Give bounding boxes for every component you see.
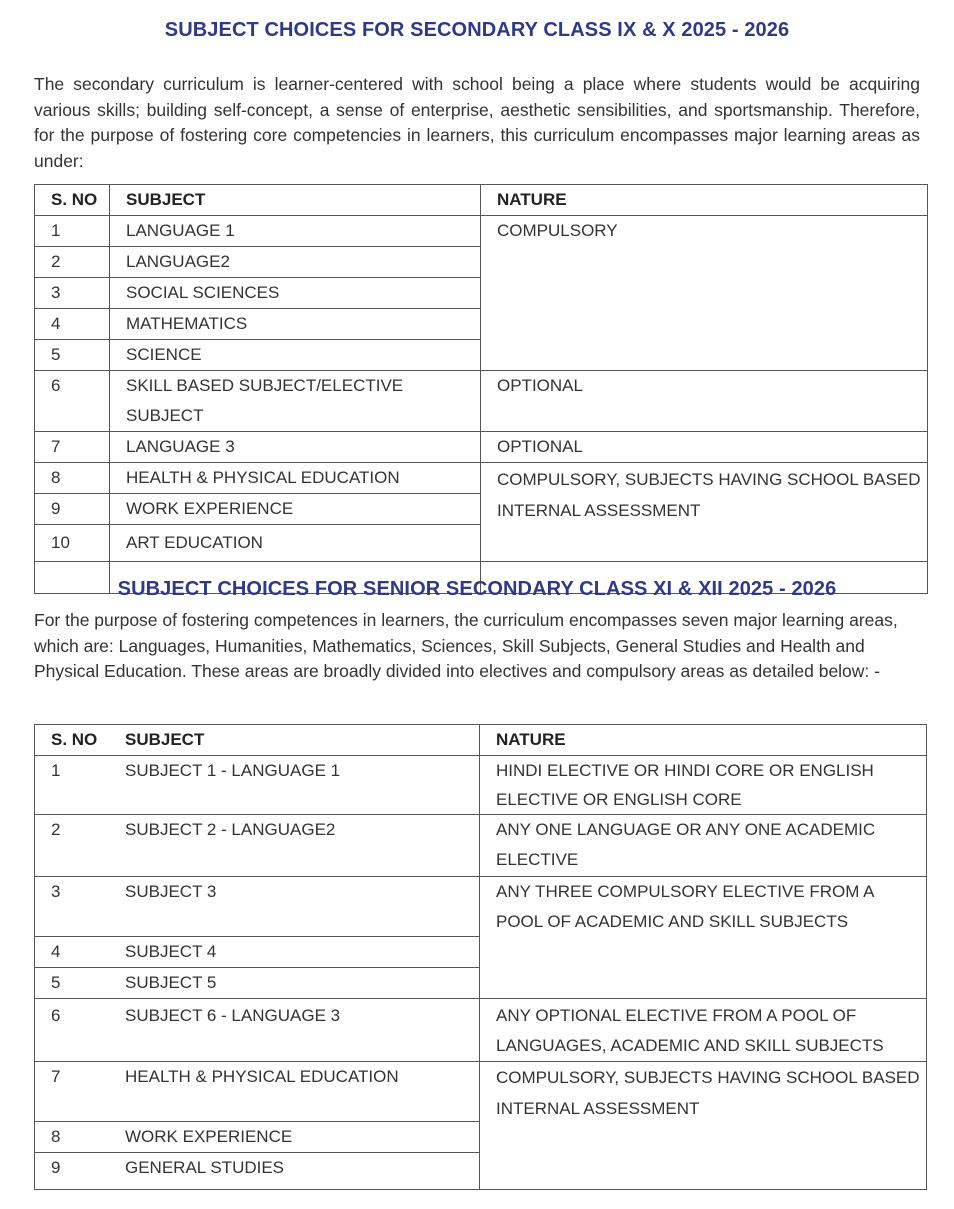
secondary-subjects-table	[34, 184, 928, 594]
cell-nature: COMPULSORY, SUBJECTS HAVING SCHOOL BASED INTERNAL ASSESSMENT	[481, 463, 928, 562]
cell-sno: 1	[35, 756, 110, 815]
cell-nature: OPTIONAL	[481, 371, 928, 432]
table-row	[35, 463, 928, 494]
cell-nature: COMPULSORY	[481, 216, 928, 371]
cell-subject: MATHEMATICS	[110, 309, 481, 340]
table-row	[35, 1062, 927, 1122]
cell-nature: HINDI ELECTIVE OR HINDI CORE OR ENGLISH ELECTIVE OR ENGLISH CORE	[480, 756, 927, 815]
cell-sno: 3	[35, 278, 110, 309]
cell-sno: 9	[35, 494, 110, 525]
cell-nature: OPTIONAL	[481, 432, 928, 463]
cell-subject: SKILL BASED SUBJECT/ELECTIVE SUBJECT	[110, 371, 481, 432]
table-row	[35, 877, 927, 937]
cell-nature: ANY ONE LANGUAGE OR ANY ONE ACADEMIC ELECTIVE	[480, 815, 927, 877]
cell-subject: SUBJECT 2 - LANGUAGE2	[109, 815, 480, 877]
cell-sno: 5	[35, 968, 110, 999]
table-row	[35, 432, 928, 463]
cell-subject: HEALTH & PHYSICAL EDUCATION	[109, 1062, 480, 1122]
cell-subject: GENERAL STUDIES	[109, 1153, 480, 1190]
table-header-row	[35, 185, 928, 216]
header-subject: SUBJECT	[110, 185, 481, 216]
cell-subject: WORK EXPERIENCE	[109, 1122, 480, 1153]
section-title-secondary: SUBJECT CHOICES FOR SECONDARY CLASS IX & X 2025 - 2026	[164, 19, 790, 41]
cell-subject: LANGUAGE2	[110, 247, 481, 278]
cell-sno: 7	[35, 432, 110, 463]
senior-secondary-subjects-table	[34, 724, 927, 1190]
table-row	[35, 371, 928, 432]
cell-subject: SUBJECT 5	[109, 968, 480, 999]
header-sno: S. NO	[35, 725, 110, 756]
cell-subject: LANGUAGE 3	[110, 432, 481, 463]
cell-nature: ANY OPTIONAL ELECTIVE FROM A POOL OF LANGUAGES, ACADEMIC AND SKILL SUBJECTS	[480, 999, 927, 1062]
cell-subject: ART EDUCATION	[110, 525, 481, 562]
table-row	[35, 216, 928, 247]
cell-nature: ANY THREE COMPULSORY ELECTIVE FROM A POOL OF ACADEMIC AND SKILL SUBJECTS	[480, 877, 927, 999]
header-nature: NATURE	[480, 725, 927, 756]
cell-sno: 2	[35, 815, 110, 877]
section-intro-secondary: The secondary curriculum is learner-centered with school being a place where students would be acquiring various skills; building self-concept, a sense of enterprise, aesthetic sensibilities, and sportsmanship. Therefore, for the purpose of fostering core competencies in learners, this curriculum encompasses major learning areas as under:	[34, 74, 920, 171]
cell-sno: 10	[35, 525, 110, 562]
cell-sno: 3	[35, 877, 110, 937]
table-row	[35, 756, 927, 815]
cell-sno: 4	[35, 937, 110, 968]
cell-subject: SUBJECT 4	[109, 937, 480, 968]
cell-subject: SCIENCE	[110, 340, 481, 371]
header-nature: NATURE	[481, 185, 928, 216]
cell-subject: HEALTH & PHYSICAL EDUCATION	[110, 463, 481, 494]
cell-subject: WORK EXPERIENCE	[110, 494, 481, 525]
cell-subject: SUBJECT 1 - LANGUAGE 1	[109, 756, 480, 815]
header-sno: S. NO	[35, 185, 110, 216]
cell-sno: 8	[35, 1122, 110, 1153]
cell-sno: 6	[35, 999, 110, 1062]
table-header-row	[35, 725, 927, 756]
header-subject: SUBJECT	[109, 725, 480, 756]
table-row	[35, 815, 927, 877]
cell-subject: LANGUAGE 1	[110, 216, 481, 247]
cell-sno: 9	[35, 1153, 110, 1190]
section-title-senior-secondary: SUBJECT CHOICES FOR SENIOR SECONDARY CLASS XI & XII 2025 - 2026	[117, 578, 837, 600]
cell-sno: 8	[35, 463, 110, 494]
cell-sno: 7	[35, 1062, 110, 1122]
cell-nature: COMPULSORY, SUBJECTS HAVING SCHOOL BASED INTERNAL ASSESSMENT	[480, 1062, 927, 1190]
cell-sno: 5	[35, 340, 110, 371]
cell-subject: SOCIAL SCIENCES	[110, 278, 481, 309]
cell-subject: SUBJECT 6 - LANGUAGE 3	[109, 999, 480, 1062]
table-row	[35, 999, 927, 1062]
cell-subject: SUBJECT 3	[109, 877, 480, 937]
cell-sno: 1	[35, 216, 110, 247]
cell-sno: 6	[35, 371, 110, 432]
cell-sno: 4	[35, 309, 110, 340]
cell-sno: 2	[35, 247, 110, 278]
section-intro-senior-secondary: For the purpose of fostering competences in learners, the curriculum encompasses seven major learning areas, which are: Languages, Humanities, Mathematics, Sciences, Skill Subjects, General Studies and Health and Physical Education. These areas are broadly divided into electives and compulsory areas as detailed below: -	[34, 610, 898, 681]
